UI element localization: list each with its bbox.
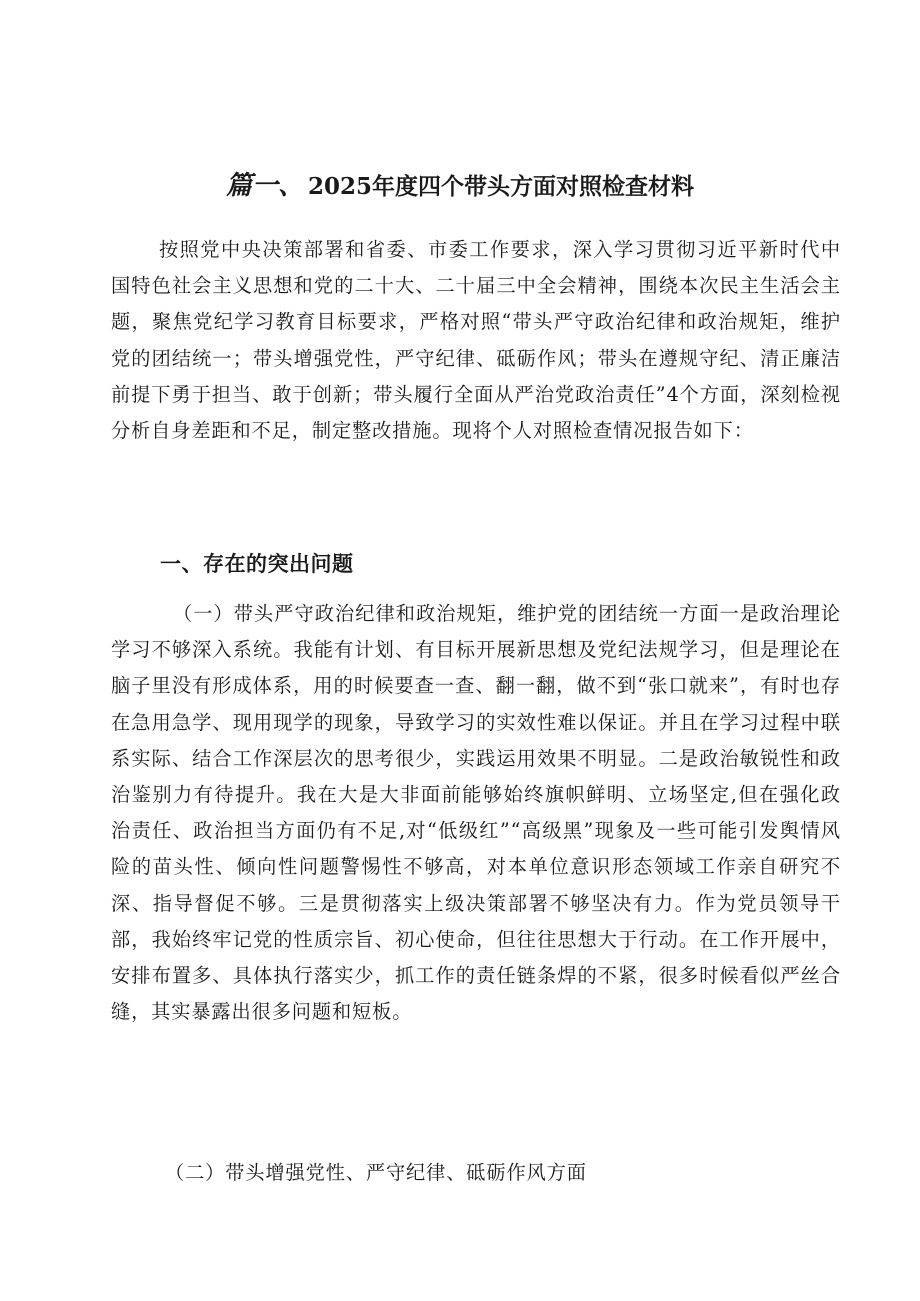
title-main: 2025年度四个带头方面对照检查材料 [308,173,695,201]
title-prefix: 篇一、 [225,171,304,202]
intro-paragraph: 按照党中央决策部署和省委、市委工作要求，深入学习贯彻习近平新时代中国特色社会主义思想和党的二十大、二十届三中全会精神，围绕本次民主生活会主题，聚焦党纪学习教育目标要求，严格对照“带头严守政治纪律和政治规矩，维护党的团结统一；带头增强党性，严守纪律、砥砺作风；带头在遵规守纪、清正廉洁前提下勇于担当、敢于创新；带头履行全面从严治党政治责任”4个方面，深刻检视分析自身差距和不足，制定整改措施。现将个人对照检查情况报告如下： [111,238,841,443]
subsection-one-paragraph: （一）带头严守政治纪律和政治规矩，维护党的团结统一方面一是政治理论学习不够深入系统。我能有计划、有目标开展新思想及党纪法规学习，但是理论在脑子里没有形成体系，用的时候要查一查、翻一翻，做不到“张口就来”，有时也存在急用急学、现用现学的现象，导致学习的实效性难以保证。并且在学习过程中联系实际、结合工作深层次的思考很少，实践运用效果不明显。二是政治敏锐性和政治鉴别力有待提升。我在大是大非面前能够始终旗帜鲜明、立场坚定,但在强化政治责任、政治担当方面仍有不足,对“低级红”“高级黑”现象及一些可能引发舆情风险的苗头性、倾向性问题警惕性不够高，对本单位意识形态领域工作亲自研究不深、指导督促不够。三是贯彻落实上级决策部署不够坚决有力。作为党员领导干部，我始终牢记党的性质宗旨、初心使命，但往往思想大于行动。在工作开展中，安排布置多、具体执行落实少，抓工作的责任链条焊的不紧，很多时候看似严丝合缝，其实暴露出很多问题和短板。 [111,602,841,1024]
section-heading: 一、存在的突出问题 [160,552,354,576]
document-title [0,165,920,202]
subsection-two-heading: （二）带头增强党性、严守纪律、砥砺作风方面 [165,1161,587,1184]
